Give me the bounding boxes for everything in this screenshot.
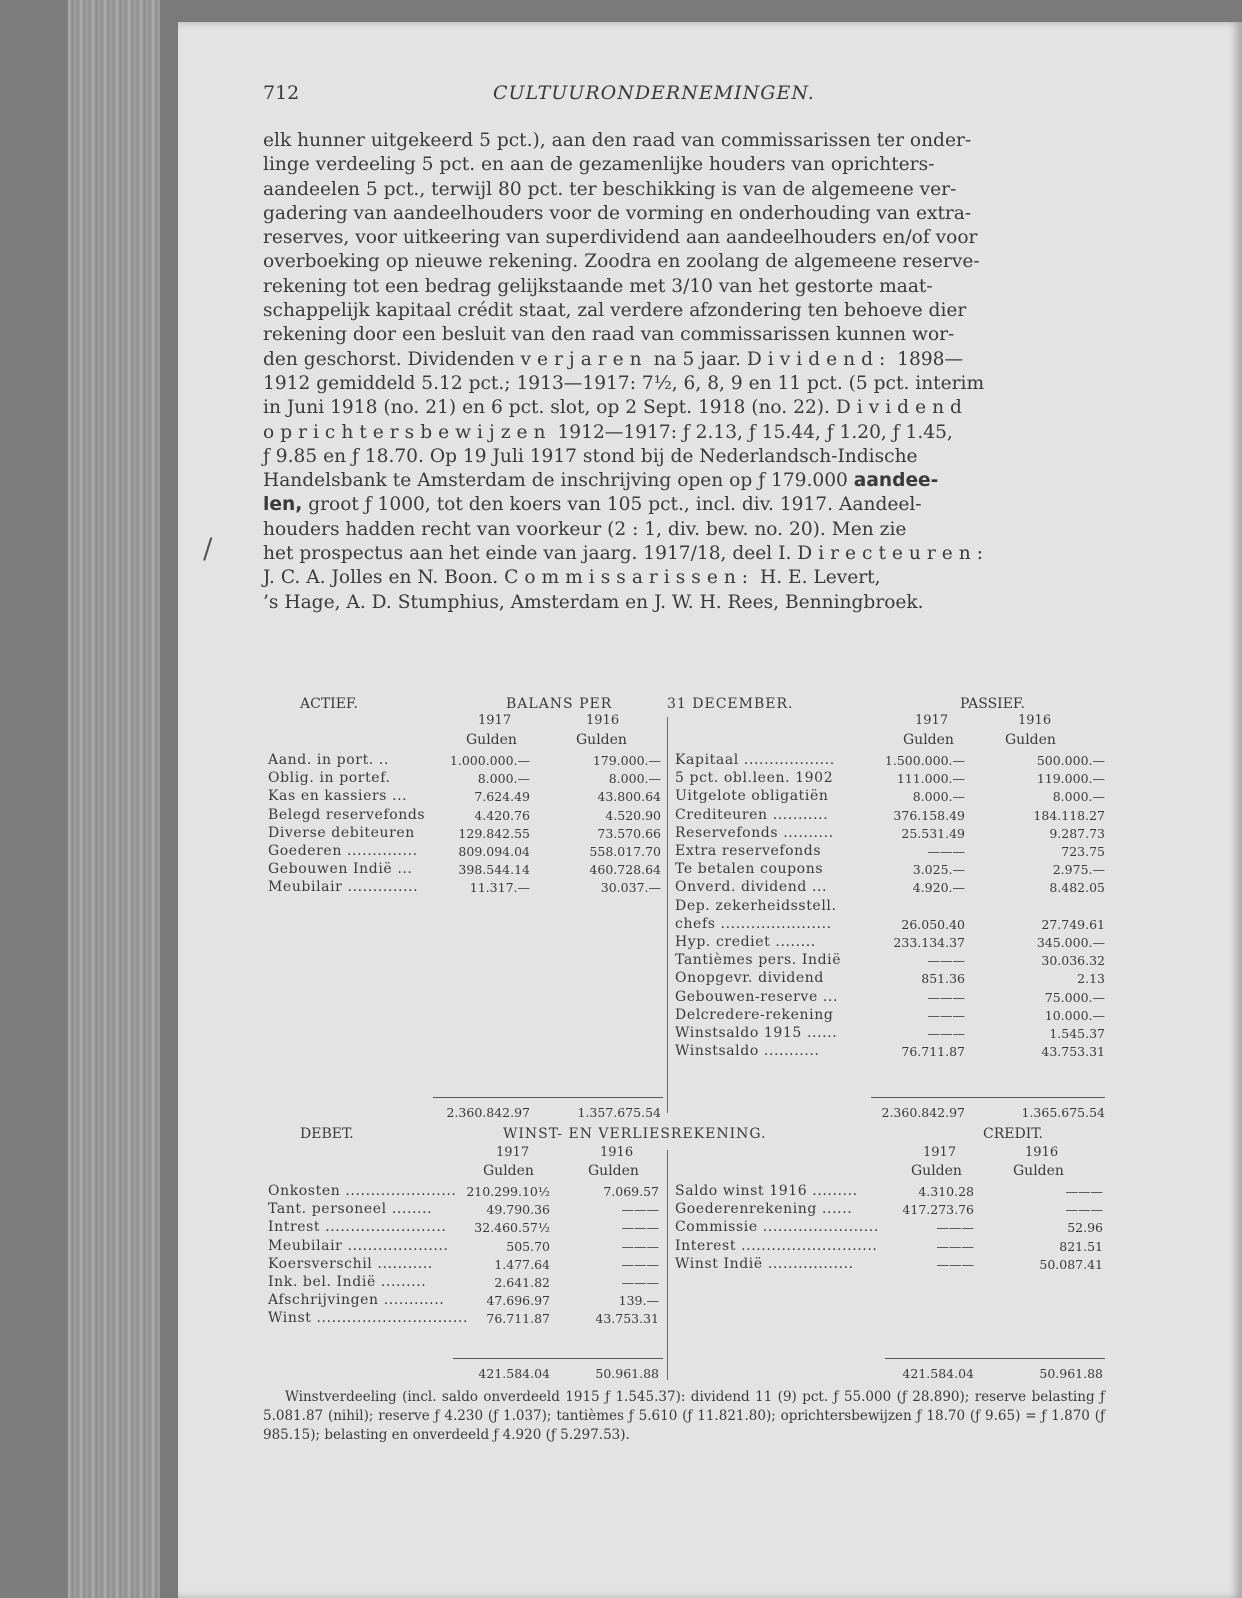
row-label: Hyp. crediet ........ <box>675 934 816 950</box>
text-line <box>263 421 1105 445</box>
text-run: J. C. A. Jolles en N. Boon. <box>263 567 505 589</box>
value-1916: 73.570.66 <box>597 825 661 841</box>
bold-term: len, <box>263 494 303 516</box>
profit-distribution-note <box>263 1388 1105 1445</box>
row-label: Aand. in port. .. <box>268 752 389 768</box>
total-passief-1917: 2.360.842.97 <box>881 1105 965 1120</box>
row-label: Winst .............................. <box>268 1310 469 1327</box>
debet-title: DEBET. <box>300 1126 354 1142</box>
year-header: 1917 <box>478 713 512 728</box>
text-line: aandeelen 5 pct., terwijl 80 pct. ter beschikking is van de algemeene ver- <box>263 178 957 200</box>
row-label: Tant. personeel ........ <box>268 1201 433 1218</box>
row-label: Te betalen coupons <box>675 861 824 878</box>
text-run: groot ƒ 1000, tot den koers van 105 pct., incl. div. 1917. Aandeel- <box>302 494 922 516</box>
text-line: linge verdeeling 5 pct. en aan de gezamenlijke houders van oprichters- <box>263 154 935 176</box>
year-header: 1917 <box>923 1145 957 1160</box>
text-run: 1912—1917: ƒ 2.13, ƒ 15.44, ƒ 1.20, ƒ 1.45, <box>551 421 953 443</box>
value-1916: 4.520.90 <box>605 807 661 823</box>
text-line <box>263 542 1105 566</box>
year-header: 1916 <box>586 713 620 728</box>
row-label: Onopgevr. dividend <box>675 970 824 987</box>
text-run: in Juni 1918 (no. 21) en 6 pct. slot, op 2 Sept. 1918 (no. 22). <box>263 397 836 419</box>
row-label: Kas en kassiers ... <box>268 788 408 805</box>
value-1917: 8.000.— <box>477 771 530 787</box>
value-1916: 50.087.41 <box>1039 1256 1103 1272</box>
total-rule <box>871 1097 1105 1098</box>
value-1917: ——— <box>927 1026 965 1041</box>
spaced-term: Dividend <box>835 397 968 419</box>
text-run: den geschorst. Dividenden <box>263 348 521 370</box>
value-1917: 376.158.49 <box>893 807 965 823</box>
row-label: 5 pct. obl.leen. 1902 <box>675 770 834 787</box>
row-label: Oblig. in portef. <box>268 770 391 787</box>
value-1916: 460.728.64 <box>589 862 661 878</box>
value-1917: 398.544.14 <box>458 862 530 878</box>
value-1916: 2.13 <box>1077 971 1105 987</box>
year-header: 1917 <box>496 1145 530 1160</box>
value-1916: 821.51 <box>1059 1238 1103 1254</box>
value-1916: ——— <box>1065 1202 1103 1218</box>
value-1917: 210.299.10½ <box>466 1184 550 1199</box>
value-1916: 7.069.57 <box>603 1184 659 1199</box>
value-1916: 8.000.— <box>608 771 661 787</box>
row-label: Diverse debiteuren <box>268 824 415 841</box>
pl-title: WINST- EN VERLIESREKENING. <box>503 1126 767 1142</box>
value-1917: 32.460.57½ <box>474 1220 550 1236</box>
row-label: Interest ........................... <box>675 1237 878 1254</box>
page-number: 712 <box>263 82 300 104</box>
year-header: 1916 <box>1025 1145 1059 1160</box>
text-line: overboeking op nieuwe rekening. Zoodra en zoolang de algemeene reserve- <box>263 251 980 273</box>
text-line <box>263 566 1105 590</box>
row-label: Goederen .............. <box>268 843 418 859</box>
value-1916: 30.036.32 <box>1041 953 1105 969</box>
value-1917: 4.310.28 <box>918 1184 974 1199</box>
value-1916: ——— <box>621 1202 659 1218</box>
value-1917: 8.000.— <box>912 789 965 805</box>
total-credit-1917: 421.584.04 <box>902 1366 974 1381</box>
text-line: houders hadden recht van voorkeur (2 : 1, div. bew. no. 20). Men zie <box>263 518 907 540</box>
year-header: 1917 <box>915 713 949 728</box>
row-label: Belegd reservefonds <box>268 806 426 823</box>
text-run: na 5 jaar. <box>647 348 747 370</box>
value-1917: 76.711.87 <box>486 1311 550 1327</box>
row-label: Intrest ........................ <box>268 1219 447 1236</box>
row-label: Goederenrekening ...... <box>675 1201 853 1218</box>
text-line <box>263 348 1105 372</box>
value-1916: 43.753.31 <box>1041 1044 1105 1060</box>
year-header: 1916 <box>1018 713 1052 728</box>
row-label: Tantièmes pers. Indië <box>675 952 842 969</box>
book-cover-edge <box>0 0 68 1598</box>
row-label: Onkosten ...................... <box>268 1183 457 1199</box>
total-debet-1916: 50.961.88 <box>595 1366 659 1381</box>
currency-header: Gulden <box>483 1163 534 1179</box>
value-1917: 233.134.37 <box>893 935 965 950</box>
passief-title: PASSIEF. <box>960 696 1025 712</box>
total-rule <box>433 1097 663 1098</box>
spaced-term: verjaren <box>520 348 648 370</box>
value-1916: ——— <box>621 1256 659 1272</box>
value-1917: 26.050.40 <box>901 916 965 932</box>
credit-title: CREDIT. <box>983 1126 1043 1142</box>
value-1916: 43.800.64 <box>597 789 661 805</box>
value-1917: ——— <box>927 953 965 969</box>
balance-title-b: 31 DECEMBER. <box>667 696 794 712</box>
text-line: rekening tot een bedrag gelijkstaande met 3/10 van het gestorte maat- <box>263 275 933 297</box>
text-run: H. E. Levert, <box>754 567 881 589</box>
value-1917: 7.624.49 <box>474 789 530 805</box>
text-run: Handelsbank te Amsterdam de inschrijving open op ƒ 179.000 <box>263 470 854 492</box>
column-divider <box>667 1150 668 1380</box>
value-1916: 10.000.— <box>1044 1007 1105 1023</box>
row-label: Ink. bel. Indië ......... <box>268 1274 427 1290</box>
value-1917: 851.36 <box>921 971 965 987</box>
row-label: Saldo winst 1916 ......... <box>675 1183 858 1199</box>
book-page <box>178 22 1242 1598</box>
row-label: Onverd. dividend ... <box>675 879 828 896</box>
text-line <box>263 469 1105 493</box>
currency-header: Gulden <box>576 732 627 748</box>
value-1917: 1.500.000.— <box>884 753 965 768</box>
value-1917: 2.641.82 <box>494 1275 550 1290</box>
total-debet-1917: 421.584.04 <box>478 1366 550 1381</box>
spaced-term: oprichtersbewijzen <box>263 421 552 443</box>
currency-header: Gulden <box>466 732 517 748</box>
value-1916: 179.000.— <box>592 753 661 768</box>
value-1917: ——— <box>936 1220 974 1236</box>
text-line: rekening door een besluit van den raad van commissarissen kunnen wor- <box>263 324 955 346</box>
bold-term: aandee- <box>853 470 939 492</box>
value-1917: 1.477.64 <box>494 1256 550 1272</box>
value-1916: 119.000.— <box>1036 771 1105 787</box>
value-1917: 417.273.76 <box>902 1202 974 1218</box>
row-label: Afschrijvingen ............ <box>268 1292 445 1309</box>
value-1917: 129.842.55 <box>458 825 530 841</box>
value-1916: ——— <box>621 1238 659 1254</box>
row-label: Meubilair .................... <box>268 1237 449 1254</box>
body-paragraph <box>263 129 1105 615</box>
row-label: Commissie ....................... <box>675 1219 879 1236</box>
text-line <box>263 396 1105 420</box>
row-label: Crediteuren ........... <box>675 806 829 823</box>
value-1916: 345.000.— <box>1036 935 1105 950</box>
value-1917: ——— <box>927 989 965 1005</box>
text-run: 1898— <box>891 348 964 370</box>
currency-header: Gulden <box>1005 732 1056 748</box>
text-line: ƒ 9.85 en ƒ 18.70. Op 19 Juli 1917 stond bij de Nederlandsch-Indische <box>263 445 918 467</box>
value-1916: 75.000.— <box>1044 989 1105 1005</box>
value-1917: 25.531.49 <box>901 825 965 841</box>
value-1916: 43.753.31 <box>595 1311 659 1327</box>
balance-title-a: BALANS PER <box>506 696 613 712</box>
value-1916: ——— <box>621 1275 659 1290</box>
value-1916: 184.118.27 <box>1033 807 1105 823</box>
text-line: elk hunner uitgekeerd 5 pct.), aan den raad van commissarissen ter onder- <box>263 130 972 151</box>
actief-title: ACTIEF. <box>300 696 358 712</box>
total-rule <box>453 1358 663 1359</box>
value-1916: 30.037.— <box>600 880 661 896</box>
value-1917: 49.790.36 <box>486 1202 550 1218</box>
text-line: 1912 gemiddeld 5.12 pct.; 1913—1917: 7½, 6, 8, 9 en 11 pct. (5 pct. interim <box>263 372 985 394</box>
text-line: ’s Hage, A. D. Stumphius, Amsterdam en J. W. H. Rees, Benningbroek. <box>263 591 924 613</box>
value-1917: 809.094.04 <box>458 844 530 859</box>
total-passief-1916: 1.365.675.54 <box>1021 1105 1105 1120</box>
value-1916: 52.96 <box>1067 1220 1103 1236</box>
value-1916: 500.000.— <box>1036 753 1105 768</box>
spaced-term: Commissarissen: <box>504 567 755 589</box>
value-1916: 9.287.73 <box>1049 825 1105 841</box>
row-label: Extra reservefonds <box>675 843 822 859</box>
row-label: Dep. zekerheidsstell. <box>675 897 837 914</box>
value-1916: 558.017.70 <box>589 844 661 859</box>
text-line: gadering van aandeelhouders voor de vorming en onderhouding van extra- <box>263 202 972 224</box>
row-label: Winst Indië ................. <box>675 1255 854 1272</box>
value-1916: 723.75 <box>1061 844 1105 859</box>
total-actief-1916: 1.357.675.54 <box>577 1105 661 1120</box>
footnote-text: Winstverdeeling (incl. saldo onverdeeld 1915 ƒ 1.545.37): dividend 11 (9) pct. ƒ 55.000 (ƒ 28.890); reserve belasting ƒ 5.081.87 (nihil); reserve ƒ 4.230 (ƒ 1.037); tantièmes ƒ 5.610 (ƒ 11.821.80); oprichtersbewijzen ƒ 18.70 (ƒ 9.65) = ƒ 1.870 (ƒ 985.15); belasting en onverdeeld ƒ 4.920 (ƒ 5.297.53). <box>263 1389 1105 1443</box>
row-label: Gebouwen Indië ... <box>268 861 413 878</box>
total-rule <box>885 1358 1105 1359</box>
value-1917: 111.000.— <box>896 771 965 787</box>
text-line: schappelijk kapitaal crédit staat, zal verdere afzondering ten behoeve dier <box>263 300 967 322</box>
column-divider <box>667 717 668 1113</box>
spaced-term: Dividend: <box>746 348 892 370</box>
value-1916: ——— <box>621 1220 659 1236</box>
value-1917: 1.000.000.— <box>449 753 530 768</box>
row-label: Winstsaldo 1915 ...... <box>675 1025 838 1041</box>
text-run: het prospectus aan het einde van jaarg. 1917/18, deel I. <box>263 543 798 565</box>
value-1917: 11.317.— <box>469 880 530 896</box>
running-title: CULTUURONDERNEMINGEN. <box>493 82 815 104</box>
value-1917: 76.711.87 <box>901 1044 965 1060</box>
value-1917: ——— <box>927 844 965 859</box>
total-credit-1916: 50.961.88 <box>1039 1366 1103 1381</box>
currency-header: Gulden <box>588 1163 639 1179</box>
value-1917: 4.920.— <box>912 880 965 896</box>
currency-header: Gulden <box>911 1163 962 1179</box>
row-label: Koersverschil ........... <box>268 1255 433 1272</box>
text-line <box>263 493 1105 517</box>
row-label: Gebouwen-reserve ... <box>675 988 839 1005</box>
pencil-mark: / <box>203 532 213 565</box>
currency-header: Gulden <box>903 732 954 748</box>
value-1917: 47.696.97 <box>486 1293 550 1309</box>
spaced-term: Directeuren: <box>797 543 990 565</box>
value-1916: 8.000.— <box>1052 789 1105 805</box>
value-1917: 4.420.76 <box>474 807 530 823</box>
value-1917: ——— <box>927 1007 965 1023</box>
running-head <box>263 82 1105 112</box>
currency-header: Gulden <box>1013 1163 1064 1179</box>
value-1916: 1.545.37 <box>1049 1026 1105 1041</box>
value-1917: ——— <box>936 1238 974 1254</box>
value-1916: 27.749.61 <box>1041 916 1105 932</box>
text-line: reserves, voor uitkeering van superdividend aan aandeelhouders en/of voor <box>263 227 978 249</box>
value-1917: 3.025.— <box>912 862 965 878</box>
value-1916: 2.975.— <box>1052 862 1105 878</box>
value-1916: ——— <box>1065 1184 1103 1199</box>
value-1917: ——— <box>936 1256 974 1272</box>
row-label: Kapitaal .................. <box>675 752 835 768</box>
year-header: 1916 <box>600 1145 634 1160</box>
row-label: Reservefonds .......... <box>675 824 834 841</box>
row-label: Meubilair .............. <box>268 879 419 896</box>
row-label: chefs ...................... <box>675 915 832 932</box>
row-label: Uitgelote obligatiën <box>675 788 829 805</box>
value-1917: 505.70 <box>506 1238 550 1254</box>
value-1916: 139.— <box>618 1293 659 1309</box>
row-label: Delcredere-rekening <box>675 1006 834 1023</box>
total-actief-1917: 2.360.842.97 <box>446 1105 530 1120</box>
row-label: Winstsaldo ........... <box>675 1043 820 1060</box>
value-1916: 8.482.05 <box>1049 880 1105 896</box>
